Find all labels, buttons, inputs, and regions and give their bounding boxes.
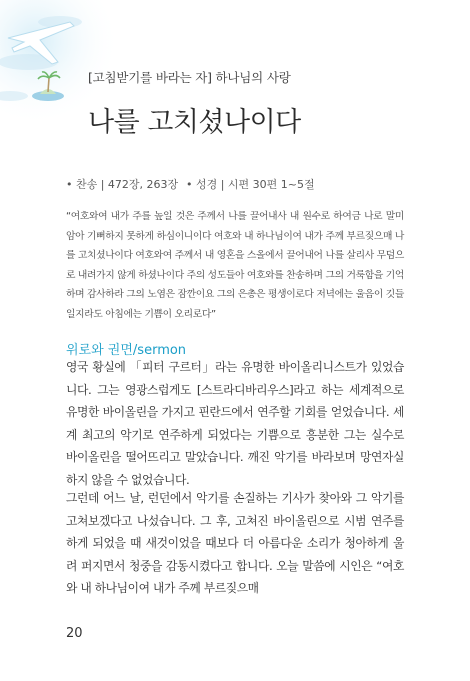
body-paragraph: 영국 황실에 「피터 구르터」라는 유명한 바이올리니스트가 있었습니다. 그는 영광스럽게도 [스트라디바리우스]라고 하는 세계적으로 유명한 바이올린을 가지고 핀란드에서 연주할 기회를 얻었습니다. 세계 최고의 악기로 연주하게 되었다는 기쁨으로 흥분한 그는 실수로 바이올린을 떨어뜨리고 말았습니다. 깨진 악기를 바라보며 망연자실하지 않을 수 없었습니다. (66, 360, 404, 487)
category-label: [고침받기를 바라는 자] 하나님의 사랑 (88, 70, 291, 85)
body-paragraph: 그런데 어느 날, 런던에서 악기를 손질하는 기사가 찾아와 그 악기를 고쳐보겠다고 나섰습니다. 그 후, 고쳐진 바이올린으로 시범 연주를 하게 되었을 때 새것이었을 때보다 더 아름다운 소리가 청아하게 울려 퍼지면서 청중을 감동시켰다고 합니다. 오늘 말씀에 시인은 “여호와 내 하나님이여 내가 주께 부르짖으매 (66, 491, 404, 596)
section-heading: 위로와 권면/sermon (66, 343, 187, 358)
scripture-reference: • 성경 | 시편 30편 1~5절 (186, 178, 315, 191)
page-number: 20 (66, 626, 83, 641)
page-title: 나를 고치셨나이다 (88, 107, 301, 138)
scripture-passage: “여호와여 내가 주를 높일 것은 주께서 나를 끌어내사 내 원수로 하여금 나로 말미암아 기뻐하지 못하게 하심이니이다 여호와 내 하나님이여 내가 주께 부르짖으매 나를 고치셨나이다 여호와여 주께서 내 영혼을 스올에서 끌어내어 나를 살리사 무덤으로 내려가지 않게 하셨나이다 주의 성도들아 여호와를 찬송하며 그의 거룩함을 기억하며 감사하라 그의 노염은 잠깐이요 그의 은총은 평생이로다 저녁에는 울음이 깃들일지라도 아침에는 기쁨이 오리로다” (66, 211, 404, 320)
hymn-reference: • 찬송 | 472장, 263장 (66, 178, 179, 191)
